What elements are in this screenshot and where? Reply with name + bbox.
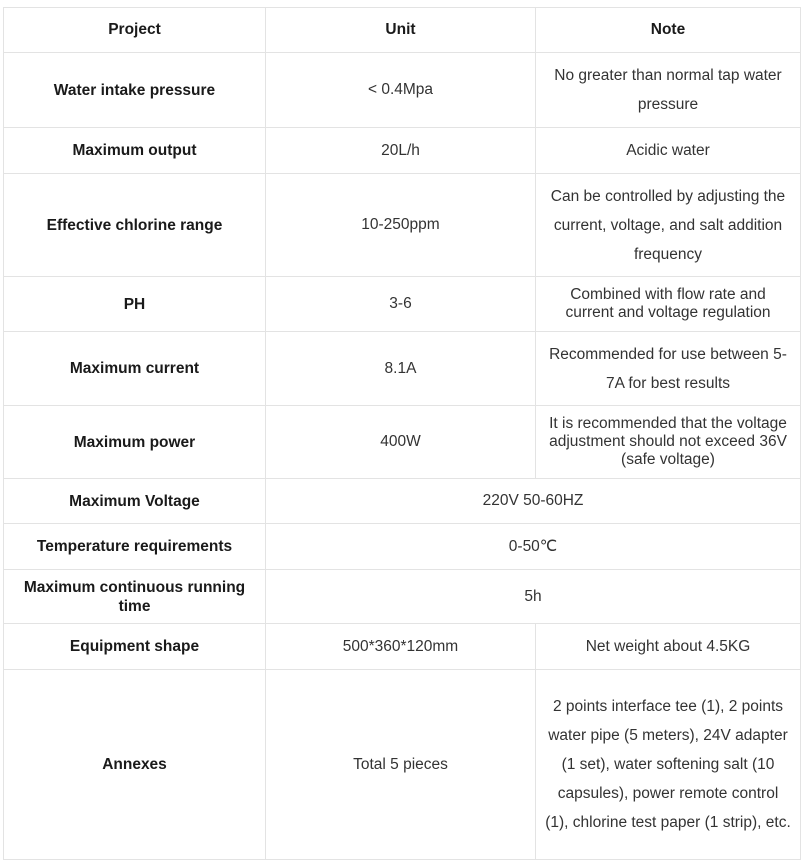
table-row <box>4 406 801 479</box>
table-row <box>4 277 801 332</box>
table-row <box>4 624 801 670</box>
table-row <box>4 53 801 128</box>
table-row <box>4 570 801 624</box>
row-unit-value: 20L/h <box>266 128 536 174</box>
table-row <box>4 128 801 174</box>
header-unit: Unit <box>266 8 536 53</box>
table-row <box>4 479 801 524</box>
row-project-label: Water intake pressure <box>4 53 266 128</box>
row-note-text: 2 points interface tee (1), 2 points water pipe (5 meters), 24V adapter (1 set), water softening salt (10 capsules), power remote control (1), chlorine test paper (1 strip), etc. <box>536 670 801 860</box>
table-row <box>4 174 801 277</box>
row-project-label: PH <box>4 277 266 332</box>
row-project-label: Effective chlorine range <box>4 174 266 277</box>
table-header-row <box>4 8 801 53</box>
row-note-text: Combined with flow rate and current and voltage regulation <box>536 277 801 332</box>
row-project-label: Maximum current <box>4 332 266 406</box>
row-unit-value: < 0.4Mpa <box>266 53 536 128</box>
row-unit-value: Total 5 pieces <box>266 670 536 860</box>
table-row <box>4 524 801 570</box>
row-project-label: Temperature requirements <box>4 524 266 570</box>
row-project-label: Equipment shape <box>4 624 266 670</box>
row-merged-value: 220V 50-60HZ <box>266 479 801 524</box>
row-note-text: It is recommended that the voltage adjustment should not exceed 36V (safe voltage) <box>536 406 801 479</box>
row-project-label: Annexes <box>4 670 266 860</box>
table-row <box>4 670 801 860</box>
row-note-text: Acidic water <box>536 128 801 174</box>
row-project-label: Maximum output <box>4 128 266 174</box>
row-note-text: Net weight about 4.5KG <box>536 624 801 670</box>
table-row <box>4 332 801 406</box>
row-note-text: Recommended for use between 5-7A for best results <box>536 332 801 406</box>
row-unit-value: 3-6 <box>266 277 536 332</box>
specification-table <box>3 7 801 860</box>
row-unit-value: 500*360*120mm <box>266 624 536 670</box>
row-merged-value: 0-50℃ <box>266 524 801 570</box>
row-project-label: Maximum Voltage <box>4 479 266 524</box>
row-unit-value: 10-250ppm <box>266 174 536 277</box>
row-project-label: Maximum continuous running time <box>4 570 266 624</box>
row-note-text: Can be controlled by adjusting the current, voltage, and salt addition frequency <box>536 174 801 277</box>
header-project: Project <box>4 8 266 53</box>
row-unit-value: 8.1A <box>266 332 536 406</box>
row-unit-value: 400W <box>266 406 536 479</box>
row-merged-value: 5h <box>266 570 801 624</box>
row-note-text: No greater than normal tap water pressure <box>536 53 801 128</box>
row-project-label: Maximum power <box>4 406 266 479</box>
header-note: Note <box>536 8 801 53</box>
